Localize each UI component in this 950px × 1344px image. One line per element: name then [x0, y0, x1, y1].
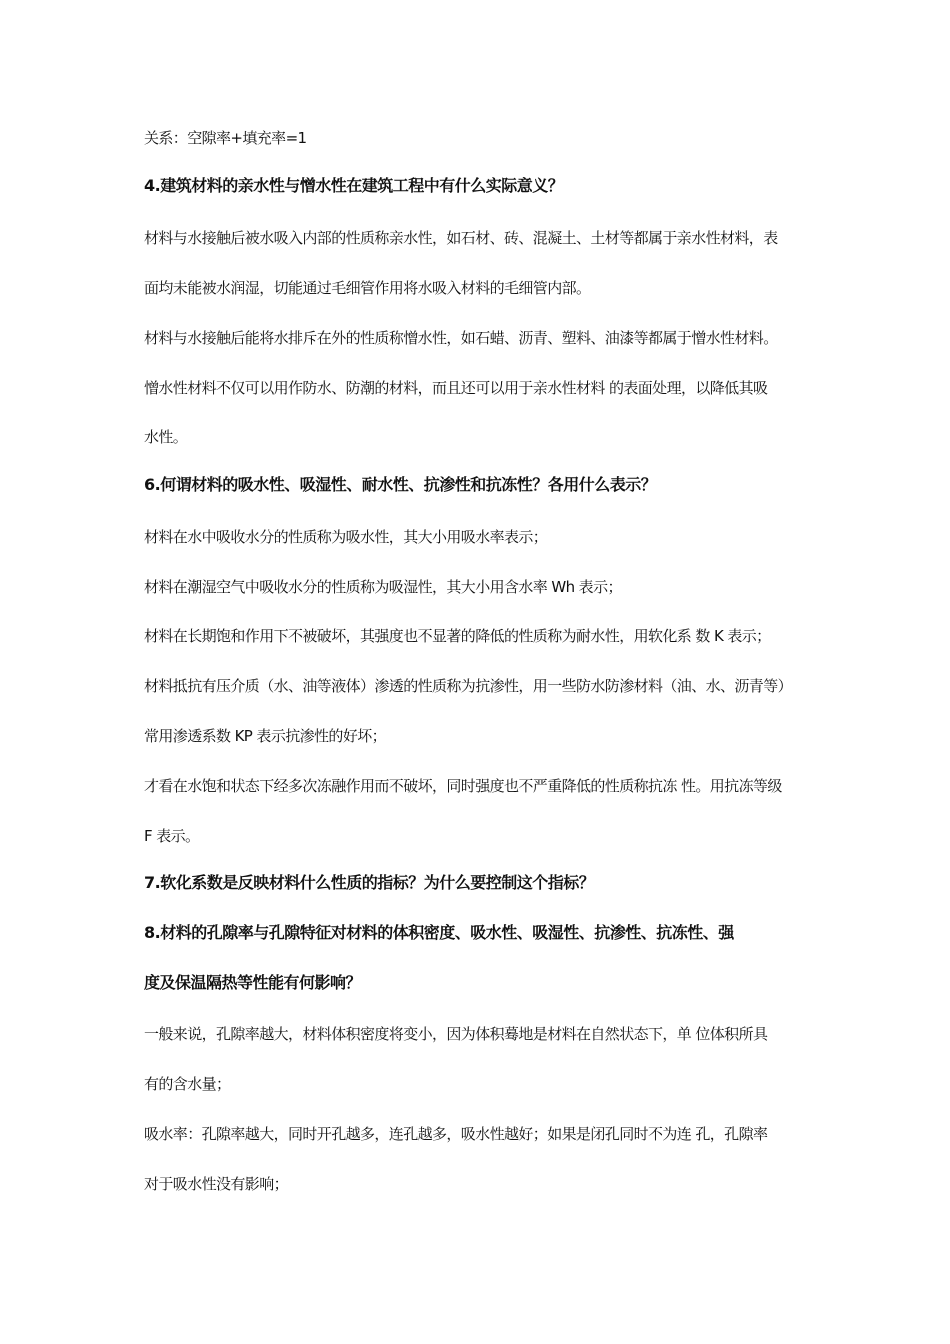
paragraph-line: 材料在长期饱和作用下不被破坏，其强度也不显著的降低的性质称为耐水性，用软化系 数 K 表示；	[144, 627, 771, 645]
paragraph-line: 有的含水量；	[144, 1075, 231, 1093]
paragraph-line: 面均未能被水润湿，切能通过毛细管作用将水吸入材料的毛细管内部。	[144, 279, 591, 297]
question-8-heading-cont: 度及保温隔热等性能有何影响？	[144, 973, 362, 992]
paragraph-line: F 表示。	[144, 827, 200, 845]
paragraph-line: 对于吸水性没有影响；	[144, 1175, 289, 1193]
question-4-heading: 4.建筑材料的亲水性与憎水性在建筑工程中有什么实际意义？	[144, 176, 564, 195]
paragraph-line: 材料在水中吸收水分的性质称为吸水性，其大小用吸水率表示；	[144, 528, 548, 546]
paragraph-line: 水性。	[144, 428, 188, 446]
paragraph-line: 材料与水接触后能将水排斥在外的性质称憎水性，如石蜡、沥青、塑料、油漆等都属于憎水性材料。	[144, 329, 778, 347]
paragraph-line: 材料与水接触后被水吸入内部的性质称亲水性，如石材、砖、混凝土、土材等都属于亲水性材料，表	[144, 229, 778, 247]
paragraph-line: 才看在水饱和状态下经多次冻融作用而不破坏，同时强度也不严重降低的性质称抗冻 性。用抗冻等级	[144, 777, 782, 795]
question-8-heading: 8.材料的孔隙率与孔隙特征对材料的体积密度、吸水性、吸湿性、抗渗性、抗冻性、强	[144, 923, 734, 942]
paragraph-line: 常用渗透系数 KP 表示抗渗性的好坏；	[144, 727, 387, 745]
paragraph-line: 吸水率：孔隙率越大，同时开孔越多，连孔越多，吸水性越好；如果是闭孔同时不为连 孔，孔隙率	[144, 1125, 768, 1143]
paragraph-line: 材料抵抗有压介质（水、油等液体）渗透的性质称为抗渗性，用一些防水防渗材料（油、水、沥青等）	[144, 677, 793, 695]
question-7-heading: 7.软化系数是反映材料什么性质的指标？为什么要控制这个指标？	[144, 873, 595, 892]
question-6-heading: 6.何谓材料的吸水性、吸湿性、耐水性、抗渗性和抗冻性？各用什么表示？	[144, 475, 657, 494]
relation-line: 关系：空隙率+填充率=1	[144, 129, 307, 147]
paragraph-line: 材料在潮湿空气中吸收水分的性质称为吸湿性，其大小用含水率 Wh 表示；	[144, 578, 622, 596]
paragraph-line: 憎水性材料不仅可以用作防水、防潮的材料，而且还可以用于亲水性材料 的表面处理，以降低其吸	[144, 379, 768, 397]
paragraph-line: 一般来说，孔隙率越大，材料体积密度将变小，因为体积蓦地是材料在自然状态下，单 位体积所具	[144, 1025, 768, 1043]
